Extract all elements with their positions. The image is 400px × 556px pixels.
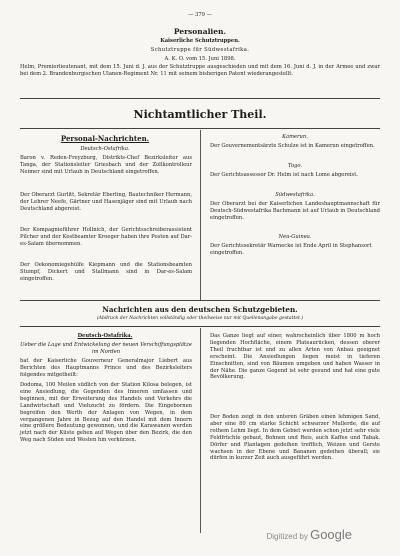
divider: [20, 300, 380, 301]
section-title-nichtamtlich: Nichtamtlicher Theil.: [133, 108, 267, 121]
subtitle-schutztruppen: Kaiserliche Schutztruppen.: [160, 38, 240, 44]
nachrichten-title: Nachrichten aus den deutschen Schutzgebieten.: [102, 305, 298, 314]
divider: [20, 326, 380, 327]
nachrichten-paragraph: hat der Kaiserliche Gouverneur Generalmajor Liebert aus Berichten des Hauptmanns Prince und des Bezirksleiters folgendes mitgetheilt:: [20, 358, 192, 378]
suedwestafrika-paragraph: Der Oberarzt bei der Kaiserlichen Landeshauptmannschaft für Deutsch-Südwestafrika Bachmann ist auf Urlaub in Deutschland eingetroffen.: [210, 201, 380, 221]
column-divider: [200, 130, 201, 300]
ako-line: A. K. O. vom 15. Juni 1898.: [164, 56, 236, 62]
divider: [20, 128, 380, 129]
neu-guinea-paragraph: Der Gerichtssekretär Warnecke ist Ende April in Stephansort eingetroffen.: [210, 243, 372, 256]
section-neu-guinea: Neu-Guinea.: [278, 234, 312, 240]
nachrichten-subheading: Ueber die Lage und Entwickelung der neuen Verschiffungsplätze im Norden: [20, 342, 192, 355]
personal-paragraph: Der Kompagnieführer Hollnich, der Gerichtsschreiberassistent Pilcher und der Kostbeamter Kroeger haben ihre Posten auf Dar-es-Salam übernommen.: [20, 227, 192, 247]
personal-paragraph: Der Oekonomiegehülfe Kiepmann und die Stationsbeamten Stumpf, Dickert und Stallmann sind in Dar-es-Salam eingetroffen.: [20, 262, 192, 282]
page-number: — 379 —: [188, 12, 212, 18]
section-title-personalien: Personalien.: [173, 27, 227, 36]
google-watermark: [266, 527, 352, 542]
togo-paragraph: Der Gerichtsassessor Dr. Helm ist nach Lome abgereist.: [210, 172, 358, 178]
divider: [20, 98, 380, 99]
kamerun-paragraph: Der Gouvernementsärzte Schulze ist in Kamerun eingetroffen.: [210, 143, 375, 149]
personalien-body: Helm, Premierlieutenant, mit dem 15. Juni d. J. aus der Schutztruppe ausgeschieden und mit dem 16. Juni d. J. in der Armee und zwar bei dem 2. Brandenburgischen Ulanen-Regiment Nr. 11 mit seinem bisherigen Patent wiederangestellt.: [20, 64, 380, 77]
section-deutsch-ostafrika: Deutsch-Ostafrika.: [80, 146, 130, 152]
personal-paragraph: Der Oberarzt Gurlitt, Sekretär Eberling, Bautechniker Hermann, der Lehrer Neefe, Gärtner und Hasenjäger sind mit Urlaub nach Deutschland abgereist.: [20, 192, 192, 212]
nachrichten-paragraph: Der Boden zeigt in den unteren Gräben einen lehmigen Sand, aber eine 80 cm starke Schicht schwarzer Mullerde, die auf rothem Lehm liegt. In dem Gebiet werden schon jetzt sehr viele Feldfrüchte gebaut, Bohnen und Reis, auch Kaffee und Tabak. Dörfer und Plantagen gedeihen trefflich, Weizen und Gerste wachsen in der Ebene und Bananen gedeihen überall; sie dürfen in kurzer Zeit auch ausgeführt werden.: [210, 414, 380, 462]
section-suedwestafrika: Südwestafrika.: [275, 192, 315, 198]
column-divider: [200, 328, 201, 533]
google-logo: Google: [310, 527, 352, 542]
nachrichten-note: (Abdruck der Nachrichten vollständig oder theilweise nur mit Quellenangabe gestattet.): [96, 316, 304, 321]
subtitle-suedwestafrika: Schutztruppe für Südwestafrika.: [150, 47, 250, 53]
personal-nachrichten-title: Personal-Nachrichten.: [60, 134, 150, 143]
watermark-prefix: Digitized by: [266, 532, 308, 541]
personal-paragraph: Baron v. Reden-Freyzburg, Distrikts-Chef Bezirksleiter aus Tanga, der Stationsleiter Griesbach und der Zollkontrolleur Neimer sind mit Urlaub in Deutschland eingetroffen.: [20, 155, 192, 175]
section-togo: Togo.: [287, 163, 303, 169]
nachrichten-paragraph: Das Ganze liegt auf einer, wahrscheinlich über 1800 m hoch liegenden Hochfläche, einem Plateaurücken, dessen oberer Theil fruchtbar ist und zu allen Arten von Anbau geeignet erscheint. Die Ansiedlungen liegen meist in tieferen Einschnitten, sind von Bäumen umgeben und haben Wasser in der Nähe. Die ganze Gegend ist sehr gesund und hat eine gute Bevölkerung.: [210, 333, 380, 381]
nachrichten-paragraph: Dodoma, 100 Meilen südlich von der Station Kilosa belegen, ist eine Ansiedlung, die Gegenden des Inneren umfassen und beginnen, mit der Erweiterung des Handels und Verkehrs die Landwirtschaft und Viehzucht zu fördern. Die Eingebornen begreifen den Werth der Anlagen von Wegen, in dem vergangenen Jahre in Bezug auf den Handel mit dem Innern eine größere Bedeutung gewonnen, und die Karawanen werden jetzt nach der Küste gehen auf Wegen über den Bezirk, die den Weg nach Süden und Westen hin verkürzen.: [20, 382, 192, 444]
section-kamerun: Kamerun.: [282, 134, 308, 140]
section-deutsch-ostafrika-2: Deutsch-Ostafrika.: [77, 333, 133, 339]
